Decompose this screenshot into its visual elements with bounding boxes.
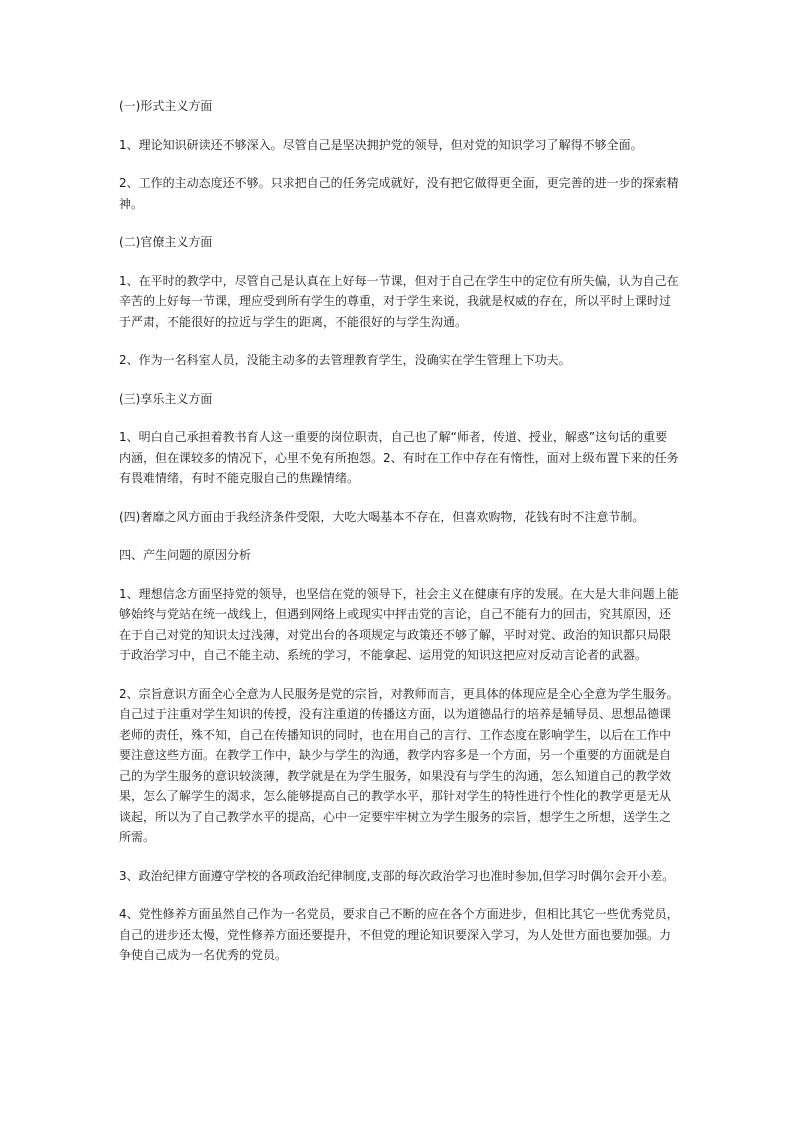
paragraph-political-discipline: 3、政治纪律方面遵守学校的各项政治纪律制度,支部的每次政治学习也准时参加,但学习时偶尔会开小差。: [119, 868, 675, 883]
paragraph-formalism-1: 1、理论知识研读还不够深入。尽管自己是坚决拥护党的领导，但对党的知识学习了解得不够全面。: [119, 137, 643, 152]
paragraph-bureaucracy-1: 1、在平时的教学中，尽管自己是认真在上好每一节课，但对于自己在学生中的定位有所失偏，认为自己在辛苦的上好每一节课，理应受到所有学生的尊重，对于学生来说，我就是权威的存在，所以平时上课时过于严肃，不能很好的拉近与学生的距离，不能很好的与学生沟通。: [119, 273, 679, 329]
document-body: [119, 96, 679, 984]
section-heading-formalism: (一)形式主义方面: [119, 99, 213, 113]
paragraph-extravagance: (四)奢靡之风方面由于我经济条件受限，大吃大喝基本不存在，但喜欢购物，花钱有时不注意节制。: [119, 509, 645, 524]
paragraph-formalism-2: 2、工作的主动态度还不够。只求把自己的任务完成就好，没有把它做得更全面，更完善的进一步的探索精神。: [119, 176, 679, 211]
section-heading-cause-analysis: 四、产生问题的原因分析: [119, 548, 252, 562]
paragraph-purpose-awareness: 2、宗旨意识方面全心全意为人民服务是党的宗旨，对教师而言，更具体的体现应是全心全意为学生服务。自己过于注重对学生知识的传授，没有注重道的传播这方面，以为道德品行的培养是辅导员、思想品德课老师的责任，殊不知，自己在传播知识的同时，也在用自己的言行、工作态度在影响学生，以后在工作中要注意这些方面。在教学工作中，缺少与学生的沟通，教学内容多是一个方面，另一个重要的方面就是自己的为学生服务的意识较淡薄，教学就是在为学生服务，如果没有与学生的沟通，怎么知道自己的教学效果，怎么了解学生的渴求，怎么能够提高自己的教学水平，那针对学生的特性进行个性化的教学更是无从谈起，所以为了自己教学水平的提高，心中一定要牢牢树立为学生服务的宗旨，想学生之所想，送学生之所需。: [119, 686, 679, 844]
section-heading-hedonism: (三)享乐主义方面: [119, 391, 213, 406]
paragraph-ideals-beliefs: 1、理想信念方面坚持党的领导，也坚信在党的领导下，社会主义在健康有序的发展。在大是大非问题上能够始终与党站在统一战线上，但遇到网络上或现实中抨击党的言论，自己不能有力的回击，究其原因，还在于自己对党的知识太过浅薄，对党出台的各项规定与政策还不够了解，平时对党、政治的知识都只局限于政治学习中，自己不能主动、系统的学习，不能拿起、运用党的知识这把应对反动言论者的武器。: [119, 586, 679, 662]
paragraph-hedonism-1: 1、明白自己承担着教书育人这一重要的岗位职责，自己也了解“师者，传道、授业，解惑”这句话的重要内涵，但在课较多的情况下，心里不免有所抱怨。2、有时在工作中存在有惰性，面对上级布置下来的任务有畏难情绪，有时不能克服自己的焦躁情绪。: [119, 430, 679, 485]
paragraph-bureaucracy-2: 2、作为一名科室人员，没能主动多的去管理教育学生，没确实在学生管理上下功夫。: [119, 353, 571, 367]
paragraph-party-cultivation: 4、党性修养方面虽然自己作为一名党员，要求自己不断的应在各个方面进步，但相比其它一些优秀党员，自己的进步还太慢，党性修养方面还要提升，不但党的理论知识要深入学习，为人处世方面也要加强。力争使自己成为一名优秀的党员。: [119, 907, 679, 962]
section-heading-bureaucracy: (二)官僚主义方面: [119, 235, 213, 249]
